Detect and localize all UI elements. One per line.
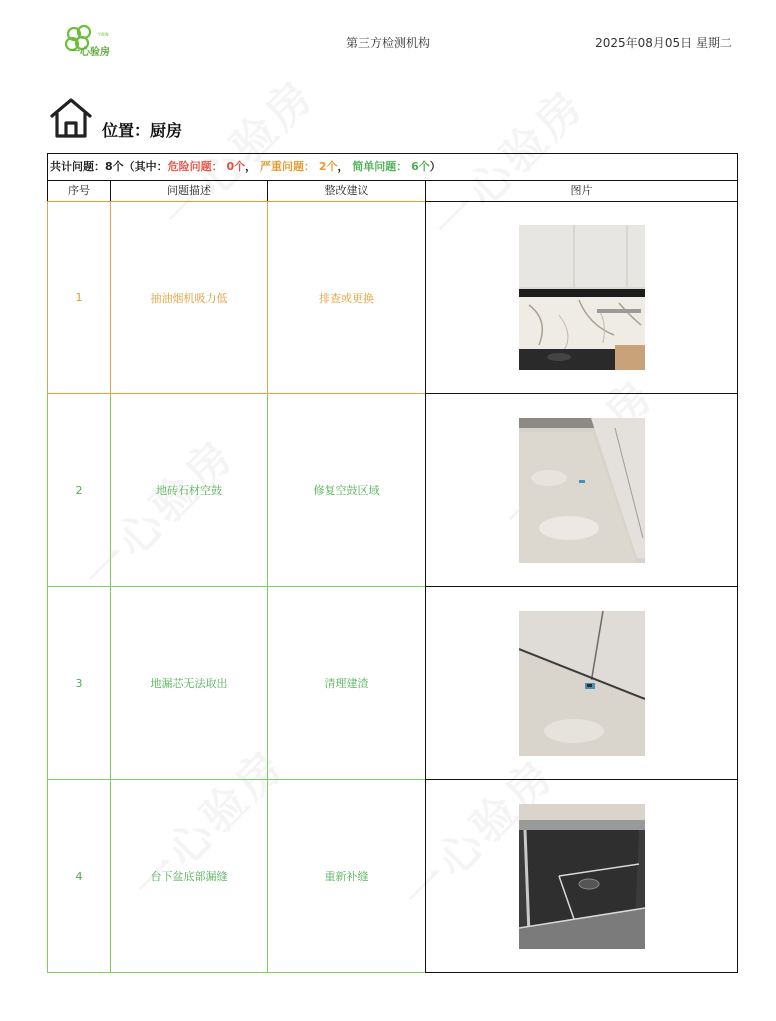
- header-no: 序号: [48, 181, 111, 201]
- row-advice: 重新补缝: [267, 780, 425, 973]
- simple-count: 简单问题： 6个: [352, 160, 430, 173]
- row-number: 4: [47, 780, 110, 973]
- report-date: 2025年08月05日 星期二: [595, 36, 732, 50]
- summary-sep: ，: [337, 160, 349, 173]
- row-description: 地漏芯无法取出: [110, 587, 267, 780]
- table-header: [47, 181, 738, 202]
- header-advice: 整改建议: [268, 181, 426, 201]
- floor-drain-photo[interactable]: [519, 611, 645, 756]
- row-number: 1: [47, 201, 110, 394]
- row-advice: 排查或更换: [267, 201, 425, 394]
- sink-photo[interactable]: [519, 804, 645, 949]
- floor-tile-photo[interactable]: [519, 418, 645, 563]
- row-advice: 清理建渣: [267, 587, 425, 780]
- header-image: 图片: [570, 184, 593, 197]
- serious-count: 严重问题： 2个: [259, 160, 338, 173]
- summary-sep: ，: [245, 160, 257, 173]
- svg-text:YIXIN: YIXIN: [98, 32, 109, 37]
- location-title: [102, 118, 182, 141]
- table-row: [47, 780, 738, 973]
- danger-count: 危险问题： 0个: [167, 160, 246, 173]
- row-image-cell: [425, 587, 738, 780]
- house-icon: [48, 96, 94, 140]
- row-description: 地砖石材空鼓: [110, 394, 267, 587]
- row-image-cell: [425, 780, 738, 973]
- table-row: [47, 394, 738, 587]
- location-value: 厨房: [150, 121, 183, 140]
- header-subtitle: 第三方检测机构: [345, 36, 430, 50]
- issue-summary: [47, 153, 738, 181]
- row-description: 抽油烟机吸力低: [110, 201, 267, 394]
- row-description: 台下盆底部漏缝: [110, 780, 267, 973]
- row-advice: 修复空鼓区域: [267, 394, 425, 587]
- header-desc: 问题描述: [111, 181, 268, 201]
- table-row: [47, 587, 738, 780]
- range-hood-photo[interactable]: [519, 225, 645, 370]
- row-image-cell: [425, 201, 738, 394]
- table-row: [47, 201, 738, 394]
- svg-text:一心验房: 一心验房: [70, 47, 110, 58]
- row-number: 3: [47, 587, 110, 780]
- summary-suffix: ）: [429, 160, 441, 173]
- location-label: 位置：: [102, 121, 151, 140]
- row-number: 2: [47, 394, 110, 587]
- row-image-cell: [425, 394, 738, 587]
- summary-prefix: 共计问题：8个（其中：: [50, 160, 168, 173]
